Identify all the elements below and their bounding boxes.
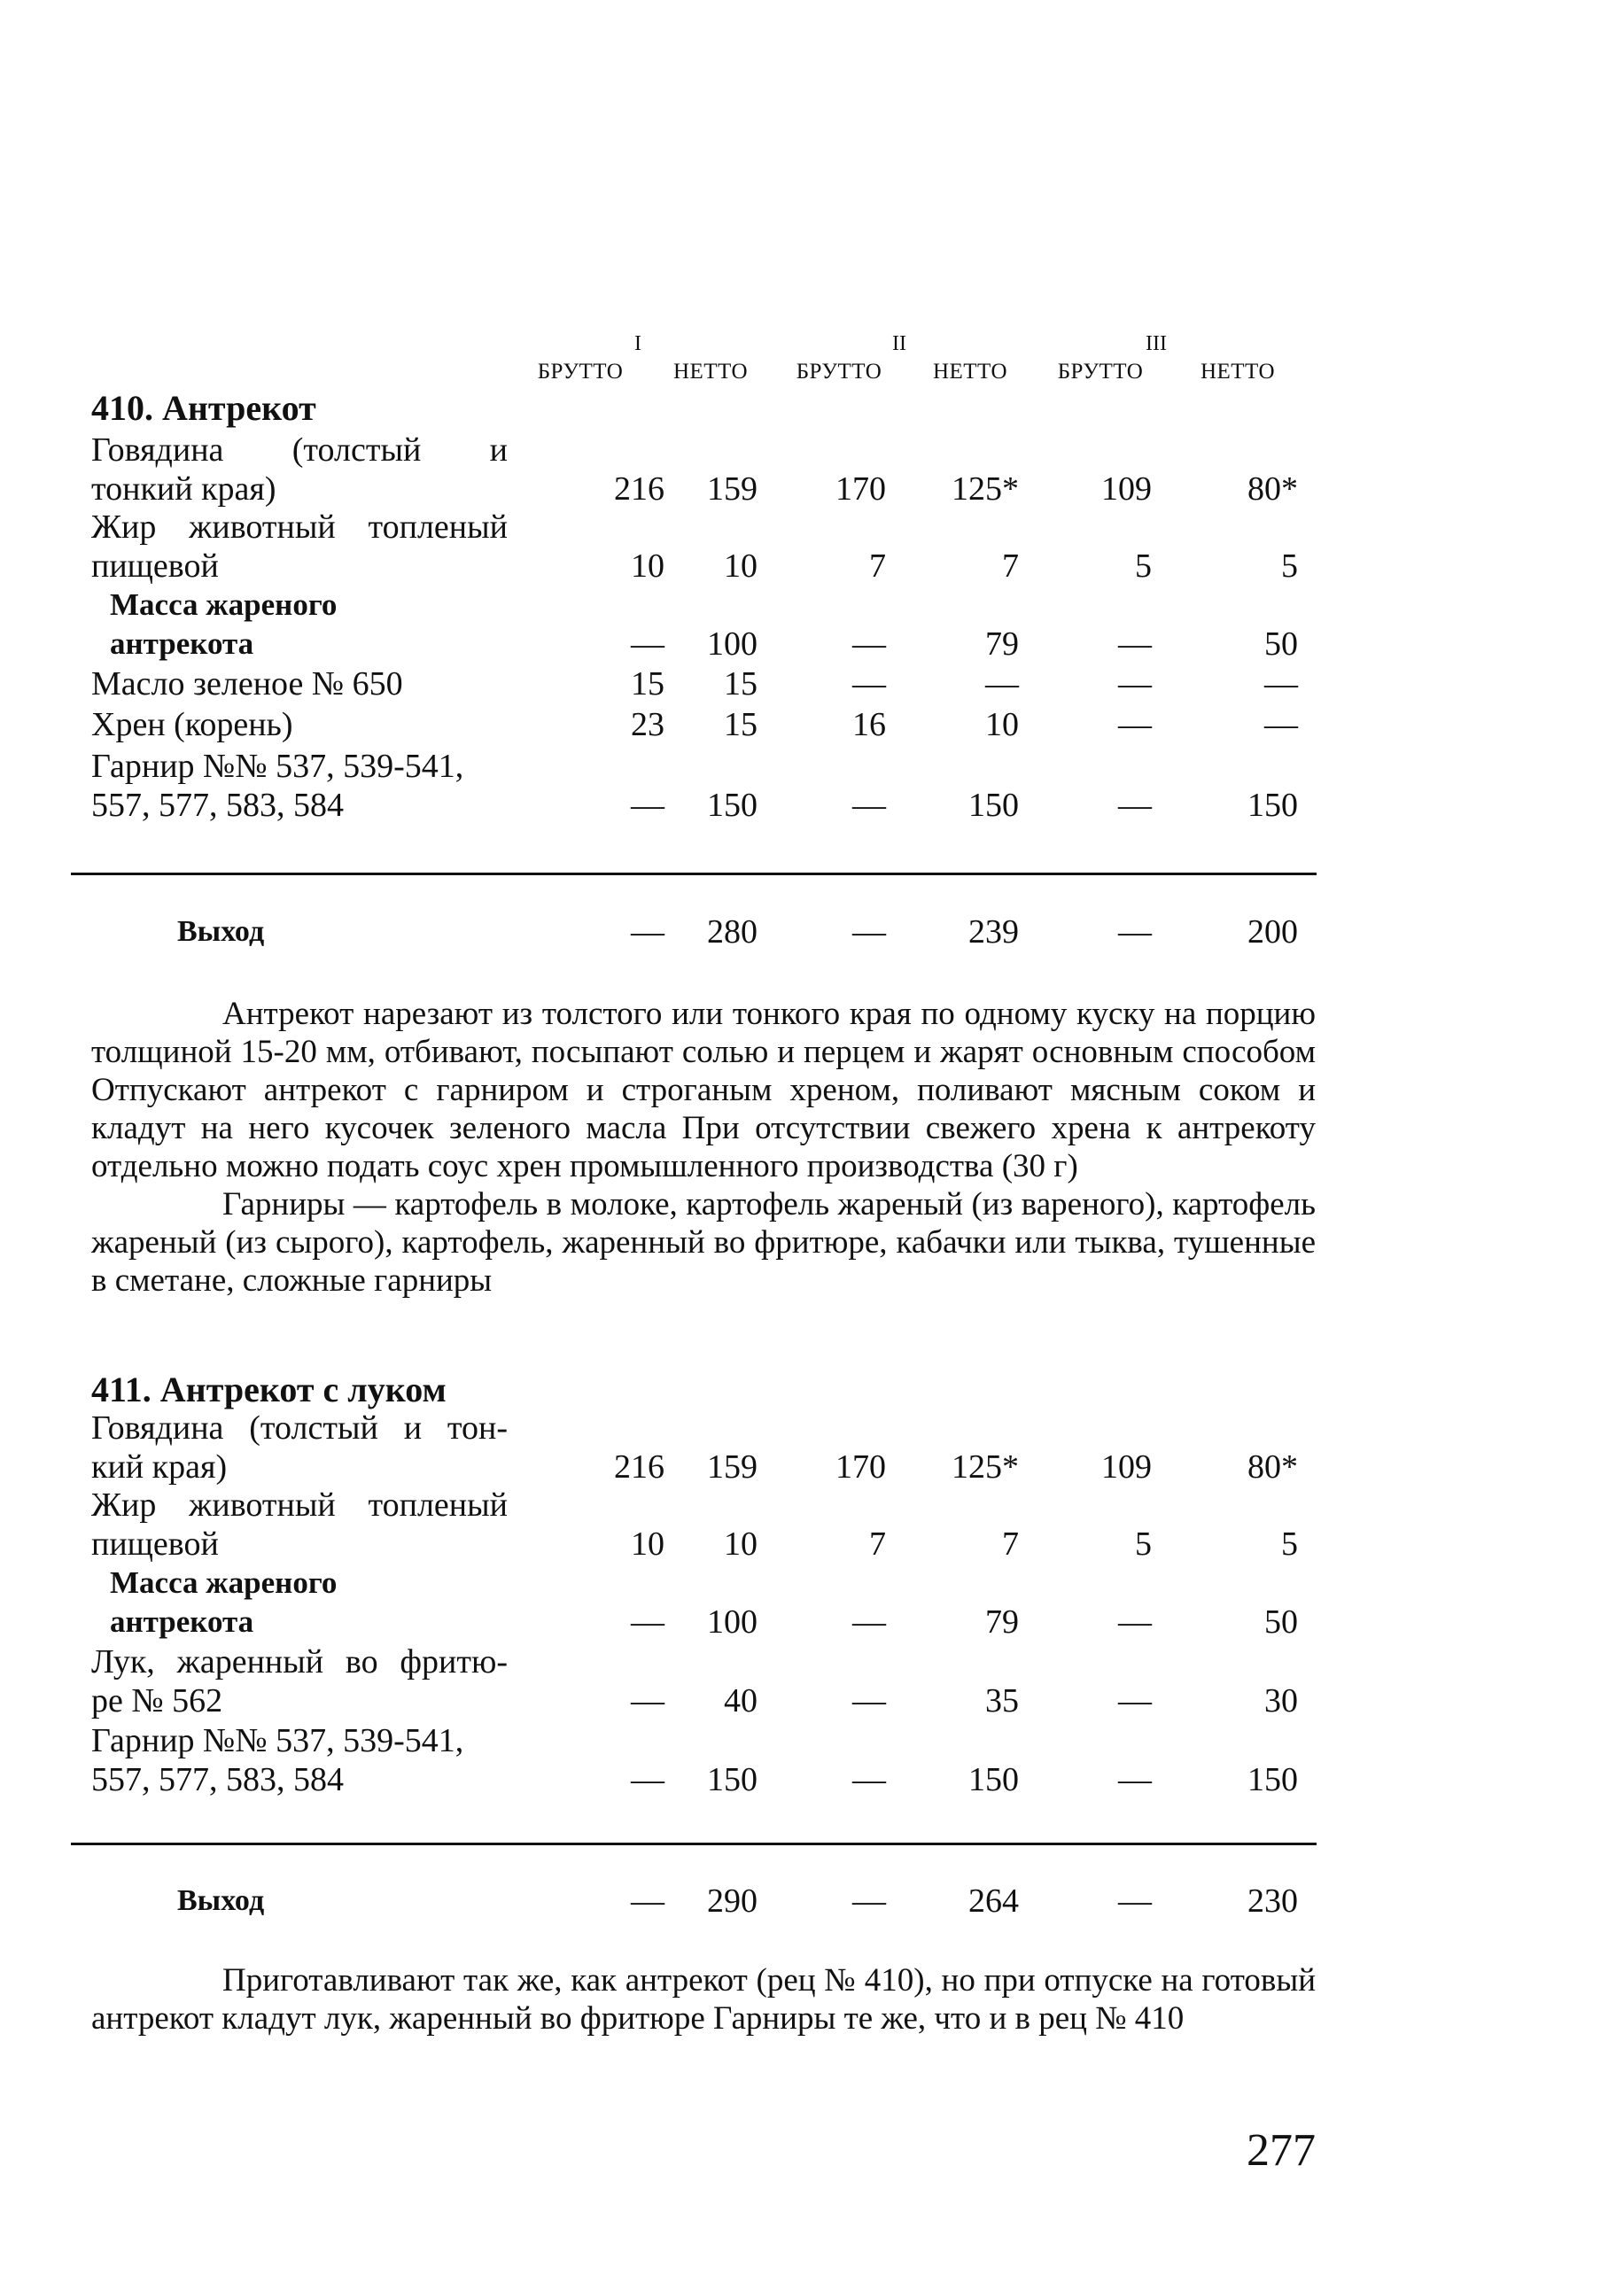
recipe-410-ingredient-garnish: Гарнир №№ 537, 539-541, 557, 577, 583, 584 xyxy=(91,748,464,824)
recipe-411-paragraph: Приготавливают так же, как антрекот (рец № 410), но при отпуске на готовый антрекот кладут лук, жаренный во фритюре Гарниры те же, что и в рец № 410 xyxy=(91,1962,1316,2037)
value-cell: 159 xyxy=(707,470,758,508)
value-cell: 10 xyxy=(985,706,1019,743)
column-header-netto-3: НЕТТО xyxy=(1200,360,1276,384)
value-cell: 10 xyxy=(724,1525,758,1563)
value-cell: 23 xyxy=(631,706,664,743)
page-number: 277 xyxy=(1247,2125,1316,2176)
yield-value: — xyxy=(631,913,664,951)
recipe-410-ingredient-fat: Жир животный топленый пищевой xyxy=(91,508,508,585)
value-cell: 15 xyxy=(724,706,758,743)
recipe-411-ingredient-garnish: Гарнир №№ 537, 539-541, 557, 577, 583, 584 xyxy=(91,1722,464,1798)
value-cell: — xyxy=(631,1761,664,1798)
value-cell: 7 xyxy=(1002,1525,1019,1563)
value-cell: 5 xyxy=(1135,1525,1152,1563)
recipe-410-fried-mass: Масса жареного антрекота xyxy=(110,587,338,661)
column-header-brutto-3: БРУТТО xyxy=(1057,360,1144,384)
value-cell: 216 xyxy=(614,470,664,508)
value-cell: — xyxy=(1118,625,1152,663)
value-cell: 100 xyxy=(707,1603,758,1641)
value-cell: 40 xyxy=(724,1682,758,1719)
value-cell: — xyxy=(852,1603,886,1641)
value-cell: 10 xyxy=(631,1525,664,1563)
yield-value: 230 xyxy=(1247,1882,1298,1920)
value-cell: — xyxy=(1118,787,1152,824)
recipe-410-title: 410. Антрекот xyxy=(91,388,316,428)
value-cell: 150 xyxy=(968,1761,1019,1798)
column-header-netto-1: НЕТТО xyxy=(672,360,749,384)
value-cell: 109 xyxy=(1101,470,1152,508)
value-cell: — xyxy=(1118,1761,1152,1798)
recipe-411-yield-label: Выход xyxy=(177,1884,265,1917)
yield-value: — xyxy=(1118,913,1152,951)
group-numeral-ii: II xyxy=(892,332,906,355)
yield-value: — xyxy=(1118,1882,1152,1920)
value-cell: 5 xyxy=(1281,1525,1298,1563)
value-cell: 125* xyxy=(952,1448,1019,1486)
table-rule-411 xyxy=(71,1843,1317,1845)
value-cell: 15 xyxy=(631,665,664,702)
value-cell: — xyxy=(631,1603,664,1641)
recipe-411-ingredient-beef: Говядина (толстый и тон- кий края) xyxy=(91,1409,508,1486)
value-cell: — xyxy=(1118,665,1152,702)
value-cell: — xyxy=(852,665,886,702)
value-cell: — xyxy=(1264,706,1298,743)
value-cell: — xyxy=(631,787,664,824)
value-cell: 80* xyxy=(1247,470,1298,508)
value-cell: 79 xyxy=(985,1603,1019,1641)
yield-value: 280 xyxy=(707,913,758,951)
value-cell: 10 xyxy=(724,547,758,585)
value-cell: 170 xyxy=(835,1448,886,1486)
table-rule-410 xyxy=(71,873,1317,875)
column-header-brutto-2: БРУТТО xyxy=(796,360,882,384)
value-cell: — xyxy=(631,625,664,663)
value-cell: 100 xyxy=(707,625,758,663)
value-cell: 216 xyxy=(614,1448,664,1486)
recipe-410-paragraph-garnish: Гарниры — картофель в молоке, картофель жареный (из вареного), картофель жареный (из сырого), картофель, жаренный во фритюре, кабачки или тыква, тушенные в сметане, сложные гарниры xyxy=(91,1186,1316,1299)
value-cell: 150 xyxy=(1247,787,1298,824)
value-cell: 35 xyxy=(985,1682,1019,1719)
value-cell: — xyxy=(852,1761,886,1798)
group-numeral-iii: III xyxy=(1146,332,1167,355)
value-cell: 109 xyxy=(1101,1448,1152,1486)
yield-value: — xyxy=(852,1882,886,1920)
recipe-410-description xyxy=(91,995,1316,1300)
value-cell: 7 xyxy=(1002,547,1019,585)
recipe-411-ingredient-fat: Жир животный топленый пищевой xyxy=(91,1486,508,1563)
yield-value: — xyxy=(852,913,886,951)
value-cell: 150 xyxy=(707,1761,758,1798)
yield-value: — xyxy=(631,1882,664,1920)
recipe-411-title: 411. Антрекот с луком xyxy=(91,1370,447,1409)
value-cell: — xyxy=(1118,1603,1152,1641)
value-cell: 80* xyxy=(1247,1448,1298,1486)
value-cell: — xyxy=(1118,706,1152,743)
value-cell: 7 xyxy=(869,1525,886,1563)
value-cell: 150 xyxy=(968,787,1019,824)
value-cell: 50 xyxy=(1264,1603,1298,1641)
recipe-411-fried-mass: Масса жареного антрекота xyxy=(110,1565,338,1639)
recipe-411-description xyxy=(91,1961,1316,2038)
recipe-410-ingredient-horseradish: Хрен (корень) xyxy=(91,706,293,743)
value-cell: 16 xyxy=(852,706,886,743)
column-header-netto-2: НЕТТО xyxy=(932,360,1008,384)
column-header-brutto-1: БРУТТО xyxy=(537,360,624,384)
value-cell: 125* xyxy=(952,470,1019,508)
recipe-410-ingredient-green-butter: Масло зеленое № 650 xyxy=(91,665,403,702)
group-numeral-i: I xyxy=(634,332,641,355)
value-cell: 159 xyxy=(707,1448,758,1486)
value-cell: 30 xyxy=(1264,1682,1298,1719)
value-cell: — xyxy=(852,787,886,824)
value-cell: — xyxy=(985,665,1019,702)
value-cell: 50 xyxy=(1264,625,1298,663)
recipe-410-paragraph-method: Антрекот нарезают из толстого или тонкого края по одному куску на порцию толщиной 15-20 мм, отбивают, посыпают солью и перцем и жарят основным способом Отпускают антрекот с гарниром и строганым хреном, поливают мясным соком и кладут на него кусочек зеленого масла При отсутствии свежего хрена к антрекоту отдельно можно подать соус хрен промышленного производства (30 г) xyxy=(91,996,1316,1184)
value-cell: 5 xyxy=(1281,547,1298,585)
value-cell: 150 xyxy=(1247,1761,1298,1798)
value-cell: 170 xyxy=(835,470,886,508)
value-cell: — xyxy=(631,1682,664,1719)
value-cell: — xyxy=(1264,665,1298,702)
yield-value: 200 xyxy=(1247,913,1298,951)
value-cell: 150 xyxy=(707,787,758,824)
value-cell: 79 xyxy=(985,625,1019,663)
value-cell: 15 xyxy=(724,665,758,702)
yield-value: 264 xyxy=(968,1882,1019,1920)
value-cell: — xyxy=(1118,1682,1152,1719)
yield-value: 239 xyxy=(968,913,1019,951)
recipe-410-yield-label: Выход xyxy=(177,915,265,948)
recipe-411-ingredient-onion: Лук, жаренный во фритю- ре № 562 xyxy=(91,1643,508,1719)
value-cell: — xyxy=(852,1682,886,1719)
yield-value: 290 xyxy=(707,1882,758,1920)
value-cell: 7 xyxy=(869,547,886,585)
value-cell: 10 xyxy=(631,547,664,585)
value-cell: 5 xyxy=(1135,547,1152,585)
recipe-410-ingredient-beef: Говядина (толстый и тонкий края) xyxy=(91,431,508,508)
value-cell: — xyxy=(852,625,886,663)
